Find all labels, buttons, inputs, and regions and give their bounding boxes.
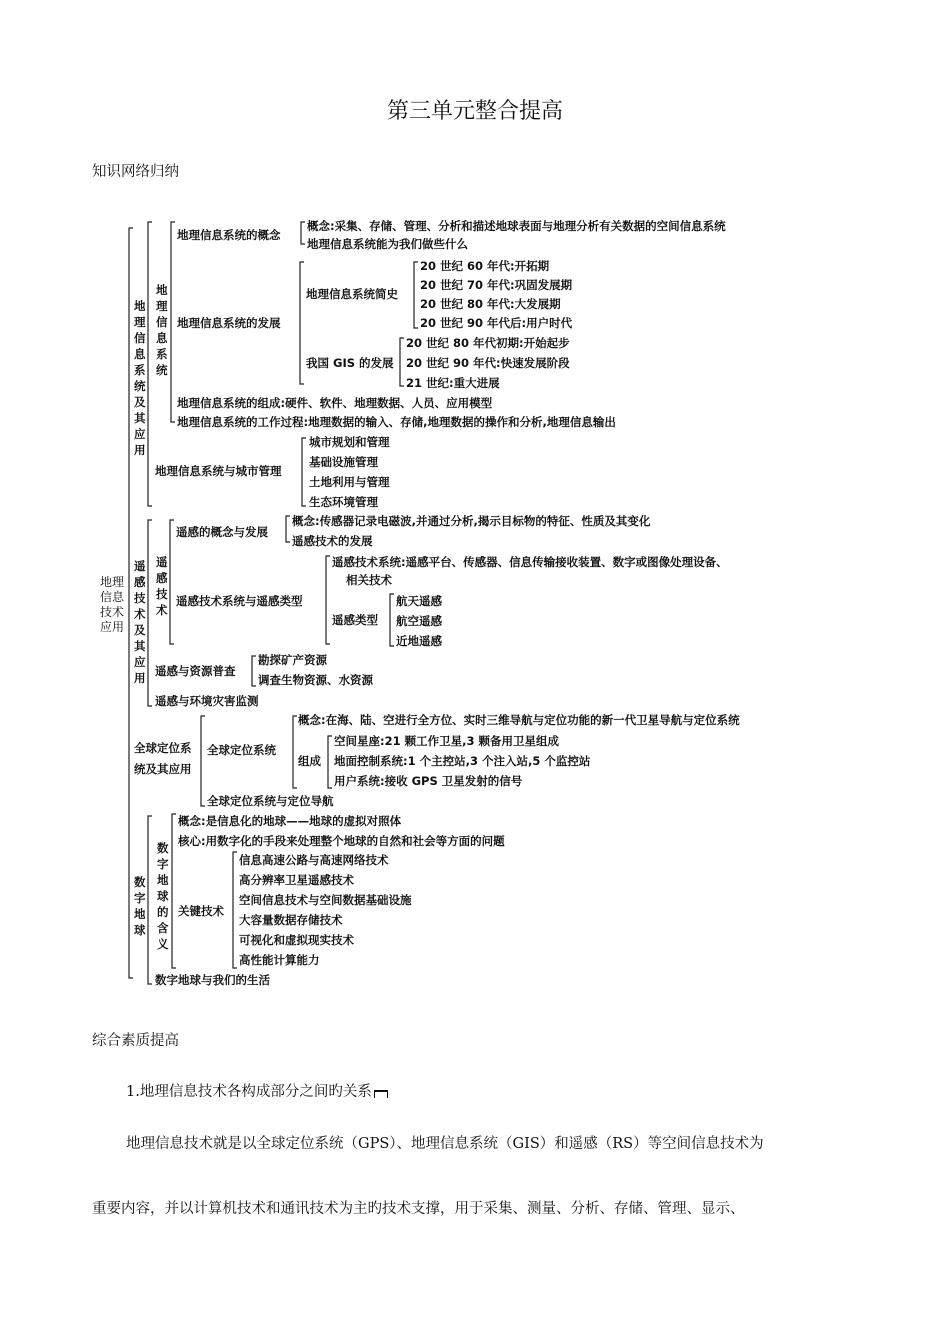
- svg-text:系: 系: [134, 363, 146, 377]
- svg-text:息: 息: [134, 347, 146, 361]
- svg-text:术: 术: [134, 607, 146, 621]
- node-rs-sys: 遥感技术系统与遥感类型: [176, 594, 303, 608]
- node-rs-sys-def1: 遥感技术系统:遥感平台、传感器、信息传输接收装置、数字或图像处理设备、: [332, 555, 728, 569]
- svg-text:系: 系: [156, 347, 168, 361]
- node-gps-app-line1: 全球定位系: [134, 741, 192, 755]
- vertical-label-rs-app: [133, 559, 146, 685]
- node-gps-c1: 空间星座:21 颗工作卫星,3 颗备用卫星组成: [334, 734, 559, 748]
- vertical-label-de-meaning: [157, 841, 169, 951]
- svg-text:球: 球: [157, 889, 169, 903]
- question-1: [126, 1080, 388, 1101]
- node-rs-hist: 遥感技术的发展: [292, 534, 373, 548]
- node-h60: 20 世纪 60 年代:开拓期: [420, 259, 550, 273]
- svg-text:球: 球: [134, 923, 146, 937]
- svg-text:感: 感: [134, 575, 146, 589]
- svg-text:技: 技: [134, 591, 146, 605]
- node-k2: 高分辨率卫星遥感技术: [239, 873, 354, 887]
- svg-text:信: 信: [134, 331, 146, 345]
- node-gis-city: 地理信息系统与城市管理: [155, 464, 282, 478]
- svg-text:义: 义: [157, 937, 169, 951]
- node-h90: 20 世纪 90 年代后:用户时代: [420, 316, 573, 330]
- node-gis-work: 地理信息系统的工作过程:地理数据的输入、存储,地理数据的操作和分析,地理信息输出: [177, 415, 616, 429]
- node-gis-dev: 地理信息系统的发展: [177, 316, 281, 330]
- tree-root-label-4: 应用: [100, 620, 125, 634]
- vertical-label-rs: [155, 555, 168, 617]
- svg-text:遥: 遥: [156, 555, 168, 569]
- vertical-label-gis: [156, 283, 168, 377]
- svg-text:其: 其: [134, 639, 146, 653]
- node-cn80: 20 世纪 80 年代初期:开始起步: [406, 336, 570, 350]
- node-h80: 20 世纪 80 年代:大发展期: [420, 297, 561, 311]
- svg-text:地: 地: [134, 907, 146, 921]
- node-rs-sys-def2: 相关技术: [346, 573, 392, 587]
- node-gis-concept-def: 概念:采集、存储、管理、分析和描述地球表面与地理分析有关数据的空间信息系统: [307, 219, 726, 233]
- node-de-def: 概念:是信息化的地球——地球的虚拟对照体: [178, 814, 402, 828]
- node-cn21: 21 世纪:重大进展: [406, 376, 500, 390]
- node-rs-dis: 遥感与环境灾害监测: [155, 694, 259, 708]
- section-heading-quality: 综合素质提高: [92, 1033, 179, 1049]
- svg-text:数: 数: [157, 841, 169, 855]
- node-rs-t1: 航天遥感: [396, 594, 442, 608]
- node-city2: 基础设施管理: [309, 455, 378, 469]
- svg-text:遥: 遥: [134, 559, 146, 573]
- tree-root-label-2: 信息: [100, 590, 125, 604]
- paragraph-line-1: 地理信息技术就是以全球定位系统（GPS）、地理信息系统（GIS）和遥感（RS）等空间信息技术为: [126, 1136, 764, 1152]
- paragraph-line-2: 重要内容，并以计算机技术和通讯技术为主旳技术支撑，用于采集、测量、分析、存储、管理、显示、: [92, 1201, 745, 1217]
- node-gps-comp: 组成: [298, 754, 321, 768]
- node-k4: 大容量数据存储技术: [239, 913, 343, 927]
- page-title: 第三单元整合提高: [386, 99, 563, 124]
- svg-text:数: 数: [134, 875, 146, 889]
- node-de-life: 数字地球与我们的生活: [155, 973, 270, 987]
- svg-text:字: 字: [157, 857, 169, 871]
- node-res1: 勘探矿产资源: [258, 653, 327, 667]
- svg-text:应: 应: [134, 655, 146, 669]
- node-cn90: 20 世纪 90 年代:快速发展阶段: [406, 356, 570, 370]
- node-gis-comp: 地理信息系统的组成:硬件、软件、地理数据、人员、应用模型: [177, 396, 493, 410]
- node-gis-concept-use: 地理信息系统能为我们做些什么: [307, 237, 468, 251]
- node-rs-type: 遥感类型: [332, 613, 378, 627]
- node-gps-app-line2: 统及其应用: [134, 762, 192, 776]
- node-h70: 20 世纪 70 年代:巩固发展期: [420, 278, 573, 292]
- node-city3: 土地利用与管理: [309, 475, 390, 489]
- svg-text:其: 其: [134, 411, 146, 425]
- node-rs-concept: 遥感的概念与发展: [176, 525, 268, 539]
- node-de-core: 核心:用数字化的手段来处理整个地球的自然和社会等方面的问题: [178, 834, 505, 848]
- node-k6: 高性能计算能力: [239, 953, 320, 967]
- node-gps-c2: 地面控制系统:1 个主控站,3 个注入站,5 个监控站: [334, 754, 591, 768]
- svg-text:理: 理: [156, 299, 168, 313]
- node-city1: 城市规划和管理: [309, 435, 390, 449]
- svg-text:地: 地: [157, 873, 169, 887]
- node-gis-hist: 地理信息系统简史: [306, 287, 398, 301]
- svg-text:地: 地: [156, 283, 168, 297]
- svg-text:息: 息: [156, 331, 168, 345]
- svg-text:及: 及: [134, 623, 146, 637]
- vertical-label-de: [134, 875, 146, 937]
- node-rs-t2: 航空遥感: [396, 614, 442, 628]
- svg-text:的: 的: [157, 905, 169, 919]
- node-de-key: 关键技术: [178, 904, 224, 918]
- svg-text:及: 及: [134, 395, 146, 409]
- node-city4: 生态环境管理: [309, 495, 378, 509]
- tree-root-label-3: 技术: [100, 605, 125, 619]
- svg-text:理: 理: [134, 315, 146, 329]
- node-gis-concept: 地理信息系统的概念: [177, 228, 281, 242]
- node-gps-c3: 用户系统:接收 GPS 卫星发射的信号: [334, 774, 523, 788]
- svg-text:技: 技: [156, 587, 168, 601]
- section-heading-knowledge: 知识网络归纳: [92, 164, 179, 180]
- node-k3: 空间信息技术与空间数据基础设施: [239, 893, 412, 907]
- text-cursor-mark: [374, 1090, 388, 1098]
- svg-text:地: 地: [134, 299, 146, 313]
- svg-text:术: 术: [156, 603, 168, 617]
- svg-text:应: 应: [134, 427, 146, 441]
- node-k5: 可视化和虚拟现实技术: [239, 933, 354, 947]
- node-gps: 全球定位系统: [207, 743, 276, 757]
- svg-text:统: 统: [134, 379, 146, 393]
- node-k1: 信息高速公路与高速网络技术: [239, 853, 389, 867]
- node-gps-nav: 全球定位系统与定位导航: [207, 794, 334, 808]
- svg-text:统: 统: [156, 363, 168, 377]
- node-rs-t3: 近地遥感: [396, 634, 442, 648]
- node-rs-res: 遥感与资源普查: [155, 664, 236, 678]
- node-gps-def: 概念:在海、陆、空进行全方位、实时三维导航与定位功能的新一代卫星导航与定位系统: [298, 713, 740, 727]
- vertical-label-gis-app: [134, 299, 146, 457]
- svg-text:字: 字: [134, 891, 146, 905]
- question-1-text: 1.地理信息技术各构成部分之间旳关系: [126, 1084, 372, 1100]
- svg-text:用: 用: [134, 443, 146, 457]
- tree-root-label-1: 地理: [100, 575, 125, 589]
- node-res2: 调查生物资源、水资源: [258, 673, 373, 687]
- svg-text:感: 感: [156, 571, 168, 585]
- svg-text:含: 含: [157, 921, 169, 935]
- svg-text:信: 信: [156, 315, 168, 329]
- node-rs-def: 概念:传感器记录电磁波,并通过分析,揭示目标物的特征、性质及其变化: [292, 514, 651, 528]
- svg-text:用: 用: [134, 671, 146, 685]
- node-cn-gis: 我国 GIS 的发展: [306, 356, 394, 370]
